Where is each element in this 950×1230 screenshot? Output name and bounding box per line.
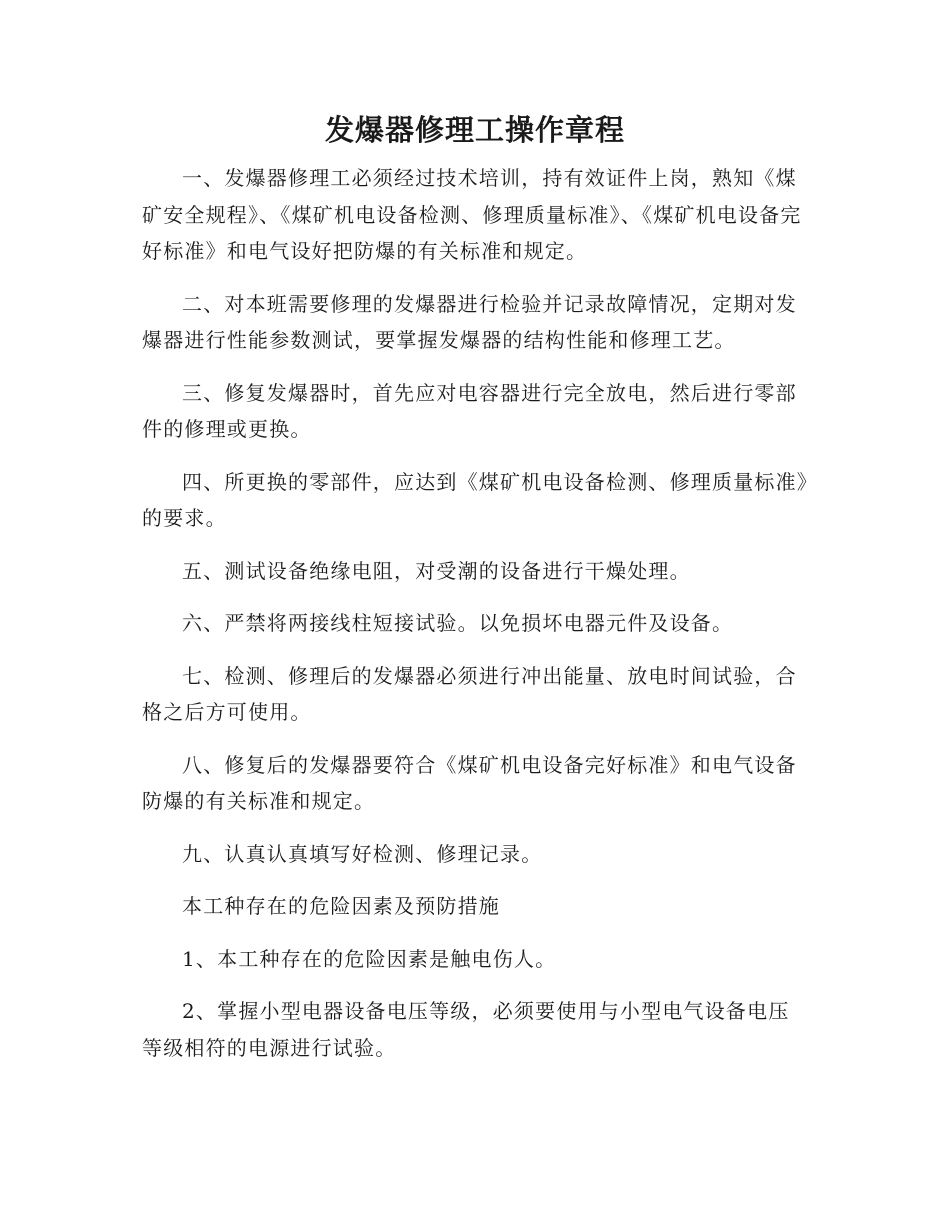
paragraph-9: 九、认真认真填写好检测、修理记录。 xyxy=(182,841,543,866)
paragraph-4: 四、所更换的零部件，应达到《煤矿机电设备检测、修理质量标准》的要求。 xyxy=(142,469,808,530)
document-title: 发爆器修理工操作章程 xyxy=(324,113,625,147)
paragraph-hazard-1: 1、本工种存在的危险因素是触电伤人。 xyxy=(182,946,557,971)
paragraph-1: 一、发爆器修理工必须经过技术培训，持有效证件上岗，熟知《煤矿安全规程》、《煤矿机电设备检测、修理质量标准》、《煤矿机电设备完好标准》和电气设好把防爆的有关标准和规定。 xyxy=(142,166,802,263)
paragraph-hazard-2: 2、掌握小型电器设备电压等级，必须要使用与小型电气设备电压等级相符的电源进行试验。 xyxy=(142,999,790,1060)
paragraph-8: 八、修复后的发爆器要符合《煤矿机电设备完好标准》和电气设备防爆的有关标准和规定。 xyxy=(142,752,797,813)
paragraph-5: 五、测试设备绝缘电阻，对受潮的设备进行干燥处理。 xyxy=(182,558,691,583)
paragraph-3: 三、修复发爆器时，首先应对电容器进行完全放电，然后进行零部件的修理或更换。 xyxy=(142,380,797,441)
document-page xyxy=(142,108,808,1082)
paragraph-6: 六、严禁将两接线柱短接试验。以免损坏电器元件及设备。 xyxy=(182,611,734,635)
section-heading-hazards: 本工种存在的危险因素及预防措施 xyxy=(182,894,500,918)
paragraph-7: 七、检测、修理后的发爆器必须进行冲出能量、放电时间试验，合格之后方可使用。 xyxy=(142,663,797,724)
paragraph-2: 二、对本班需要修理的发爆器进行检验并记录故障情况，定期对发爆器进行性能参数测试，要掌握发爆器的结构性能和修理工艺。 xyxy=(142,291,797,352)
